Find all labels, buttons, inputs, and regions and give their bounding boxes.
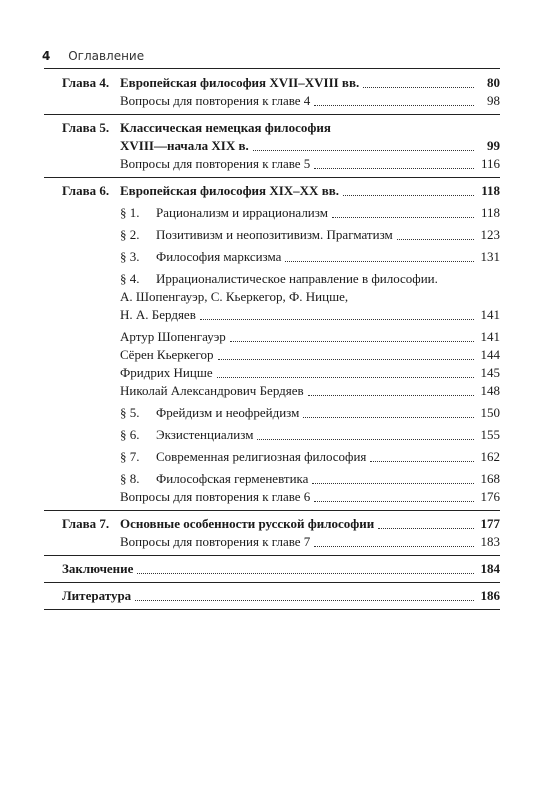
- page-ref: 184: [480, 561, 500, 576]
- leader-dots: [314, 546, 474, 547]
- toc-section-8[interactable]: [120, 470, 500, 488]
- entry-title: Вопросы для повторения к главе 6: [120, 489, 311, 504]
- toc-chapter-7[interactable]: [62, 515, 500, 533]
- leader-dots: [218, 359, 474, 360]
- leader-dots: [378, 528, 474, 529]
- divider: [44, 582, 500, 583]
- chapter-title: Основные особенности русской философии: [120, 516, 375, 531]
- page-ref: 176: [480, 489, 500, 504]
- divider: [44, 177, 500, 178]
- section-number: § 5.: [120, 405, 140, 420]
- leader-dots: [285, 261, 474, 262]
- header-rule: [44, 68, 500, 69]
- toc-chapter-4[interactable]: [62, 74, 500, 92]
- chapter-label: Глава 5.: [62, 120, 110, 135]
- page-header: [42, 49, 144, 63]
- page-ref: 162: [480, 449, 500, 464]
- entry-title: Вопросы для повторения к главе 5: [120, 156, 311, 171]
- leader-dots: [397, 239, 474, 240]
- toc-section-5[interactable]: [120, 404, 500, 422]
- leader-dots: [370, 461, 474, 462]
- section-number: § 7.: [120, 449, 140, 464]
- section-number: § 4.: [120, 271, 140, 286]
- toc-section-2[interactable]: [120, 226, 500, 244]
- subsection-title: Фридрих Ницше: [120, 365, 213, 380]
- page-ref: 144: [480, 347, 500, 362]
- section-title: Экзистенциализм: [156, 427, 254, 442]
- page-ref: 141: [480, 307, 500, 322]
- toc-subsection-nietzsche[interactable]: [120, 364, 500, 382]
- chapter-title: Европейская философия XIX–XX вв.: [120, 183, 339, 198]
- page-number: 4: [42, 49, 51, 63]
- leader-dots: [314, 105, 474, 106]
- divider: [44, 114, 500, 115]
- toc-questions-5[interactable]: [120, 155, 500, 173]
- page-ref: 150: [480, 405, 500, 420]
- entry-title: Литература: [62, 588, 132, 603]
- section-number: § 3.: [120, 249, 140, 264]
- page-ref: 80: [487, 75, 500, 90]
- section-title: Философская герменевтика: [156, 471, 309, 486]
- divider: [44, 510, 500, 511]
- page-ref: 116: [480, 156, 500, 171]
- section-number: § 1.: [120, 205, 140, 220]
- chapter-title: Европейская философия XVII–XVIII вв.: [120, 75, 360, 90]
- subsection-title: Сёрен Кьеркегор: [120, 347, 214, 362]
- section-title: Современная религиозная философия: [156, 449, 367, 464]
- section-title: Философия марксизма: [156, 249, 282, 264]
- toc-subsection-schopenhauer[interactable]: [120, 328, 500, 346]
- page-ref: 131: [480, 249, 500, 264]
- leader-dots: [343, 195, 474, 196]
- chapter-label: Глава 6.: [62, 183, 110, 198]
- toc-questions-4[interactable]: [120, 92, 500, 110]
- page-ref: 177: [480, 516, 500, 531]
- leader-dots: [363, 87, 474, 88]
- page-ref: 186: [480, 588, 500, 603]
- divider: [44, 609, 500, 610]
- toc-section-4[interactable]: [120, 270, 500, 288]
- chapter-label: Глава 7.: [62, 516, 110, 531]
- entry-title: Заключение: [62, 561, 134, 576]
- page-ref: 118: [480, 205, 500, 220]
- page-ref: 145: [480, 365, 500, 380]
- leader-dots: [332, 217, 474, 218]
- toc-chapter-6[interactable]: [62, 182, 500, 200]
- page-ref: 99: [487, 138, 500, 153]
- section-title: Позитивизм и неопозитивизм. Прагматизм: [156, 227, 393, 242]
- page-ref: 168: [480, 471, 500, 486]
- divider: [44, 555, 500, 556]
- subsection-title: Николай Александрович Бердяев: [120, 383, 304, 398]
- entry-title: Вопросы для повторения к главе 4: [120, 93, 311, 108]
- toc-subsection-kierkegaard[interactable]: [120, 346, 500, 364]
- page-ref: 148: [480, 383, 500, 398]
- leader-dots: [314, 501, 474, 502]
- leader-dots: [217, 377, 474, 378]
- leader-dots: [200, 319, 474, 320]
- chapter-title-line1: Классическая немецкая философия: [120, 120, 331, 135]
- section-number: § 8.: [120, 471, 140, 486]
- section-number: § 6.: [120, 427, 140, 442]
- entry-title: Вопросы для повторения к главе 7: [120, 534, 311, 549]
- toc-chapter-5-cont[interactable]: [120, 137, 500, 155]
- page-ref: 141: [480, 329, 500, 344]
- toc-questions-6[interactable]: [120, 488, 500, 506]
- leader-dots: [253, 150, 474, 151]
- running-title: Оглавление: [68, 49, 145, 63]
- page-ref: 183: [480, 534, 500, 549]
- leader-dots: [257, 439, 474, 440]
- leader-dots: [312, 483, 474, 484]
- leader-dots: [135, 600, 474, 601]
- toc-chapter-5[interactable]: [62, 119, 500, 137]
- toc-section-4-cont2[interactable]: [120, 306, 500, 324]
- chapter-label: Глава 4.: [62, 75, 110, 90]
- leader-dots: [137, 573, 474, 574]
- toc-subsection-berdyaev[interactable]: [120, 382, 500, 400]
- toc-section-7[interactable]: [120, 448, 500, 466]
- subsection-title: Артур Шопенгауэр: [120, 329, 226, 344]
- toc-literature[interactable]: [62, 587, 500, 605]
- page-ref: 155: [480, 427, 500, 442]
- toc-section-3[interactable]: [120, 248, 500, 266]
- page-ref: 118: [481, 183, 500, 198]
- leader-dots: [303, 417, 474, 418]
- section-title-line3: Н. А. Бердяев: [120, 307, 196, 322]
- toc-questions-7[interactable]: [120, 533, 500, 551]
- section-title: Рационализм и иррационализм: [156, 205, 328, 220]
- section-number: § 2.: [120, 227, 140, 242]
- toc-section-1[interactable]: [120, 204, 500, 222]
- page-ref: 123: [480, 227, 500, 242]
- toc-section-6[interactable]: [120, 426, 500, 444]
- table-of-contents: [62, 72, 500, 614]
- leader-dots: [314, 168, 474, 169]
- toc-section-4-cont1[interactable]: [120, 288, 500, 306]
- section-title-line2: А. Шопенгауэр, С. Кьеркегор, Ф. Ницше,: [120, 289, 349, 304]
- leader-dots: [308, 395, 474, 396]
- section-title: Фрейдизм и неофрейдизм: [156, 405, 300, 420]
- leader-dots: [230, 341, 474, 342]
- page-ref: 98: [487, 93, 500, 108]
- chapter-title-line2: XVIII—начала XIX в.: [120, 138, 249, 153]
- toc-conclusion[interactable]: [62, 560, 500, 578]
- section-title-line1: Иррационалистическое направление в философии.: [156, 271, 438, 286]
